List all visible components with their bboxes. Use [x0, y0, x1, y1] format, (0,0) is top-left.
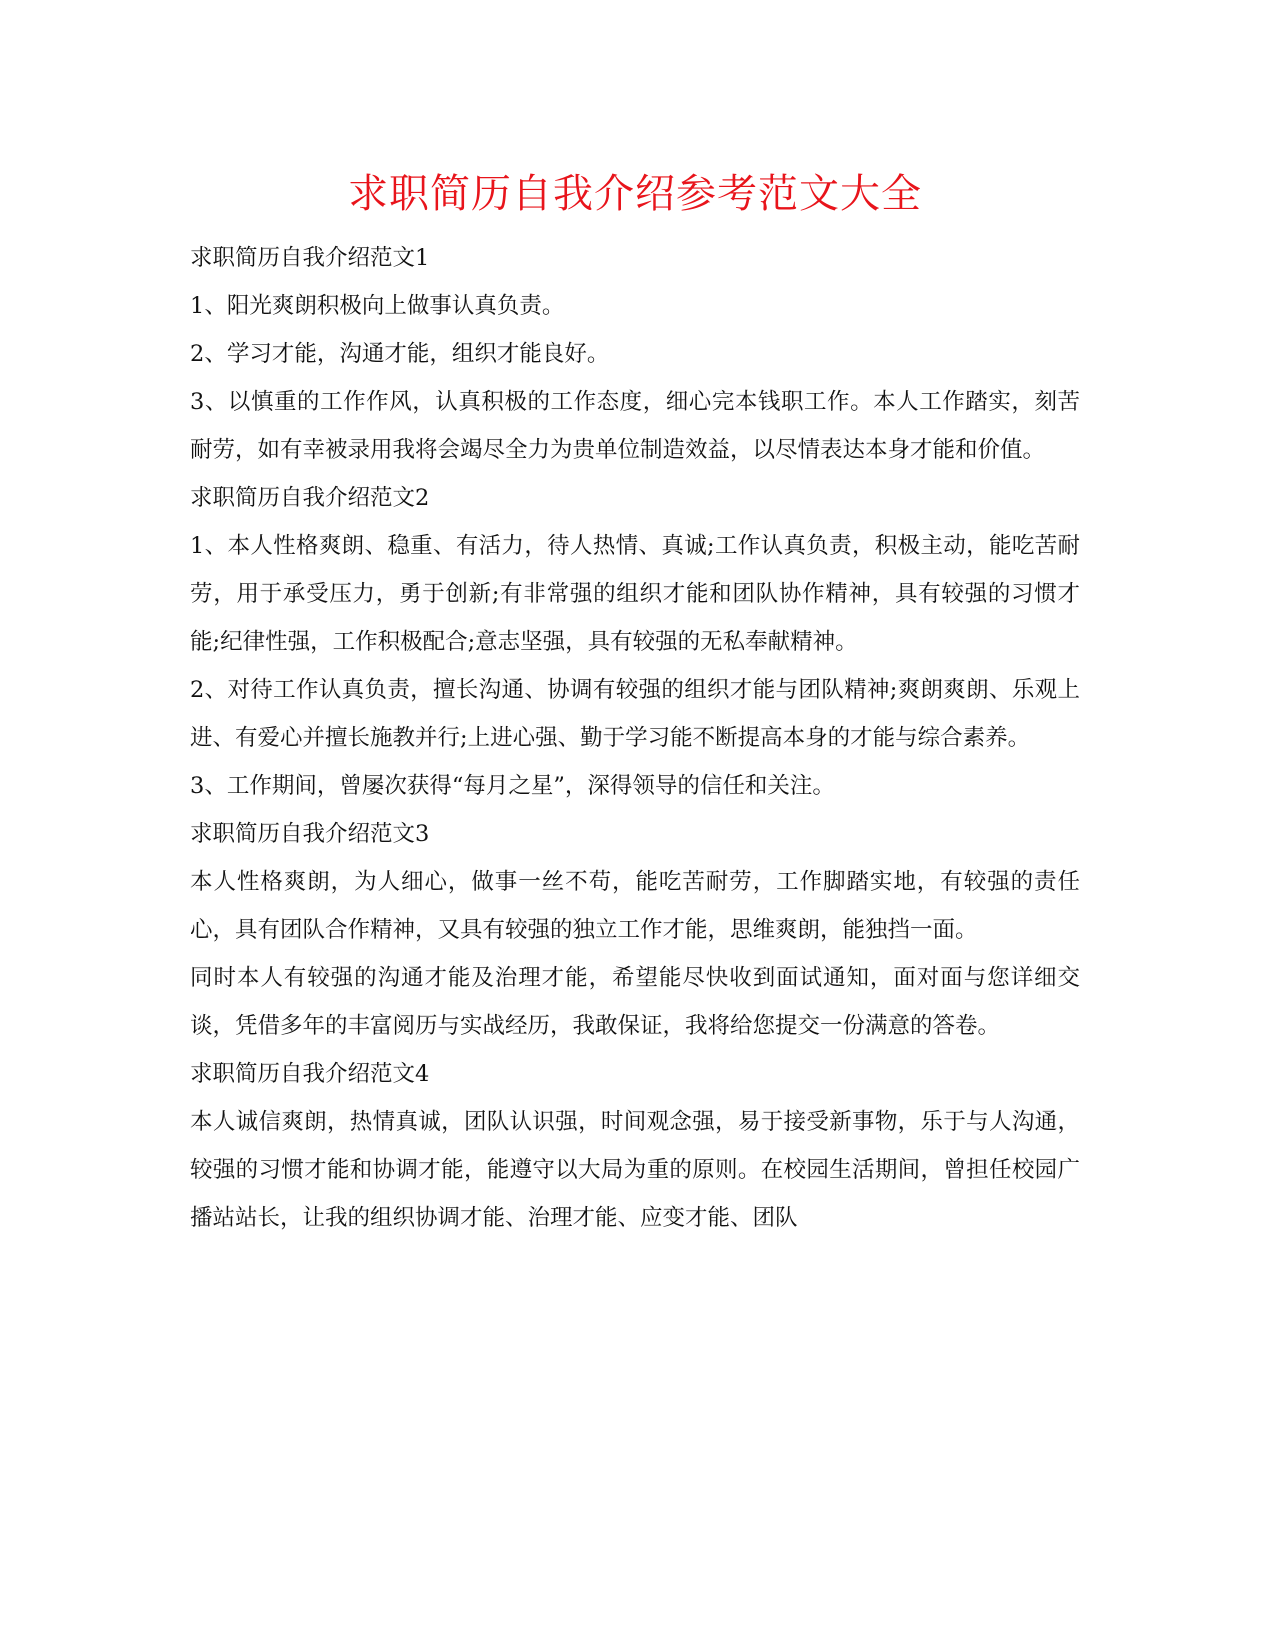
paragraph: 3、工作期间，曾屡次获得“每月之星”，深得领导的信任和关注。 — [190, 773, 835, 799]
paragraph: 本人性格爽朗，为人细心，做事一丝不苟，能吃苦耐劳，工作脚踏实地，有较强的责任心，具有团队合作精神，又具有较强的独立工作才能，思维爽朗，能独挡一面。 — [190, 869, 1080, 943]
paragraph: 1、阳光爽朗积极向上做事认真负责。 — [190, 293, 565, 319]
section-heading: 求职简历自我介绍范文3 — [190, 821, 430, 847]
section-heading: 求职简历自我介绍范文4 — [190, 1061, 430, 1087]
document-title: 求职简历自我介绍参考范文大全 — [348, 171, 922, 217]
section-2 — [190, 474, 1080, 810]
document-page — [190, 170, 1080, 1242]
section-heading: 求职简历自我介绍范文1 — [190, 245, 430, 271]
section-4 — [190, 1050, 1080, 1242]
paragraph: 1、本人性格爽朗、稳重、有活力，待人热情、真诚;工作认真负责，积极主动，能吃苦耐劳，用于承受压力，勇于创新;有非常强的组织才能和团队协作精神，具有较强的习惯才能;纪律性强，工作积极配合;意志坚强，具有较强的无私奉献精神。 — [190, 533, 1080, 655]
paragraph: 2、学习才能，沟通才能，组织才能良好。 — [190, 341, 610, 367]
paragraph: 同时本人有较强的沟通才能及治理才能，希望能尽快收到面试通知，面对面与您详细交谈，凭借多年的丰富阅历与实战经历，我敢保证，我将给您提交一份满意的答卷。 — [190, 965, 1080, 1039]
section-heading: 求职简历自我介绍范文2 — [190, 485, 430, 511]
paragraph: 3、以慎重的工作作风，认真积极的工作态度，细心完本钱职工作。本人工作踏实，刻苦耐劳，如有幸被录用我将会竭尽全力为贵单位制造效益，以尽情表达本身才能和价值。 — [190, 389, 1080, 463]
section-1 — [190, 234, 1080, 474]
section-3 — [190, 810, 1080, 1050]
paragraph: 本人诚信爽朗，热情真诚，团队认识强，时间观念强，易于接受新事物，乐于与人沟通，较强的习惯才能和协调才能，能遵守以大局为重的原则。在校园生活期间，曾担任校园广播站站长，让我的组织协调才能、治理才能、应变才能、团队 — [190, 1109, 1080, 1231]
paragraph: 2、对待工作认真负责，擅长沟通、协调有较强的组织才能与团队精神;爽朗爽朗、乐观上进、有爱心并擅长施教并行;上进心强、勤于学习能不断提高本身的才能与综合素养。 — [190, 677, 1080, 751]
